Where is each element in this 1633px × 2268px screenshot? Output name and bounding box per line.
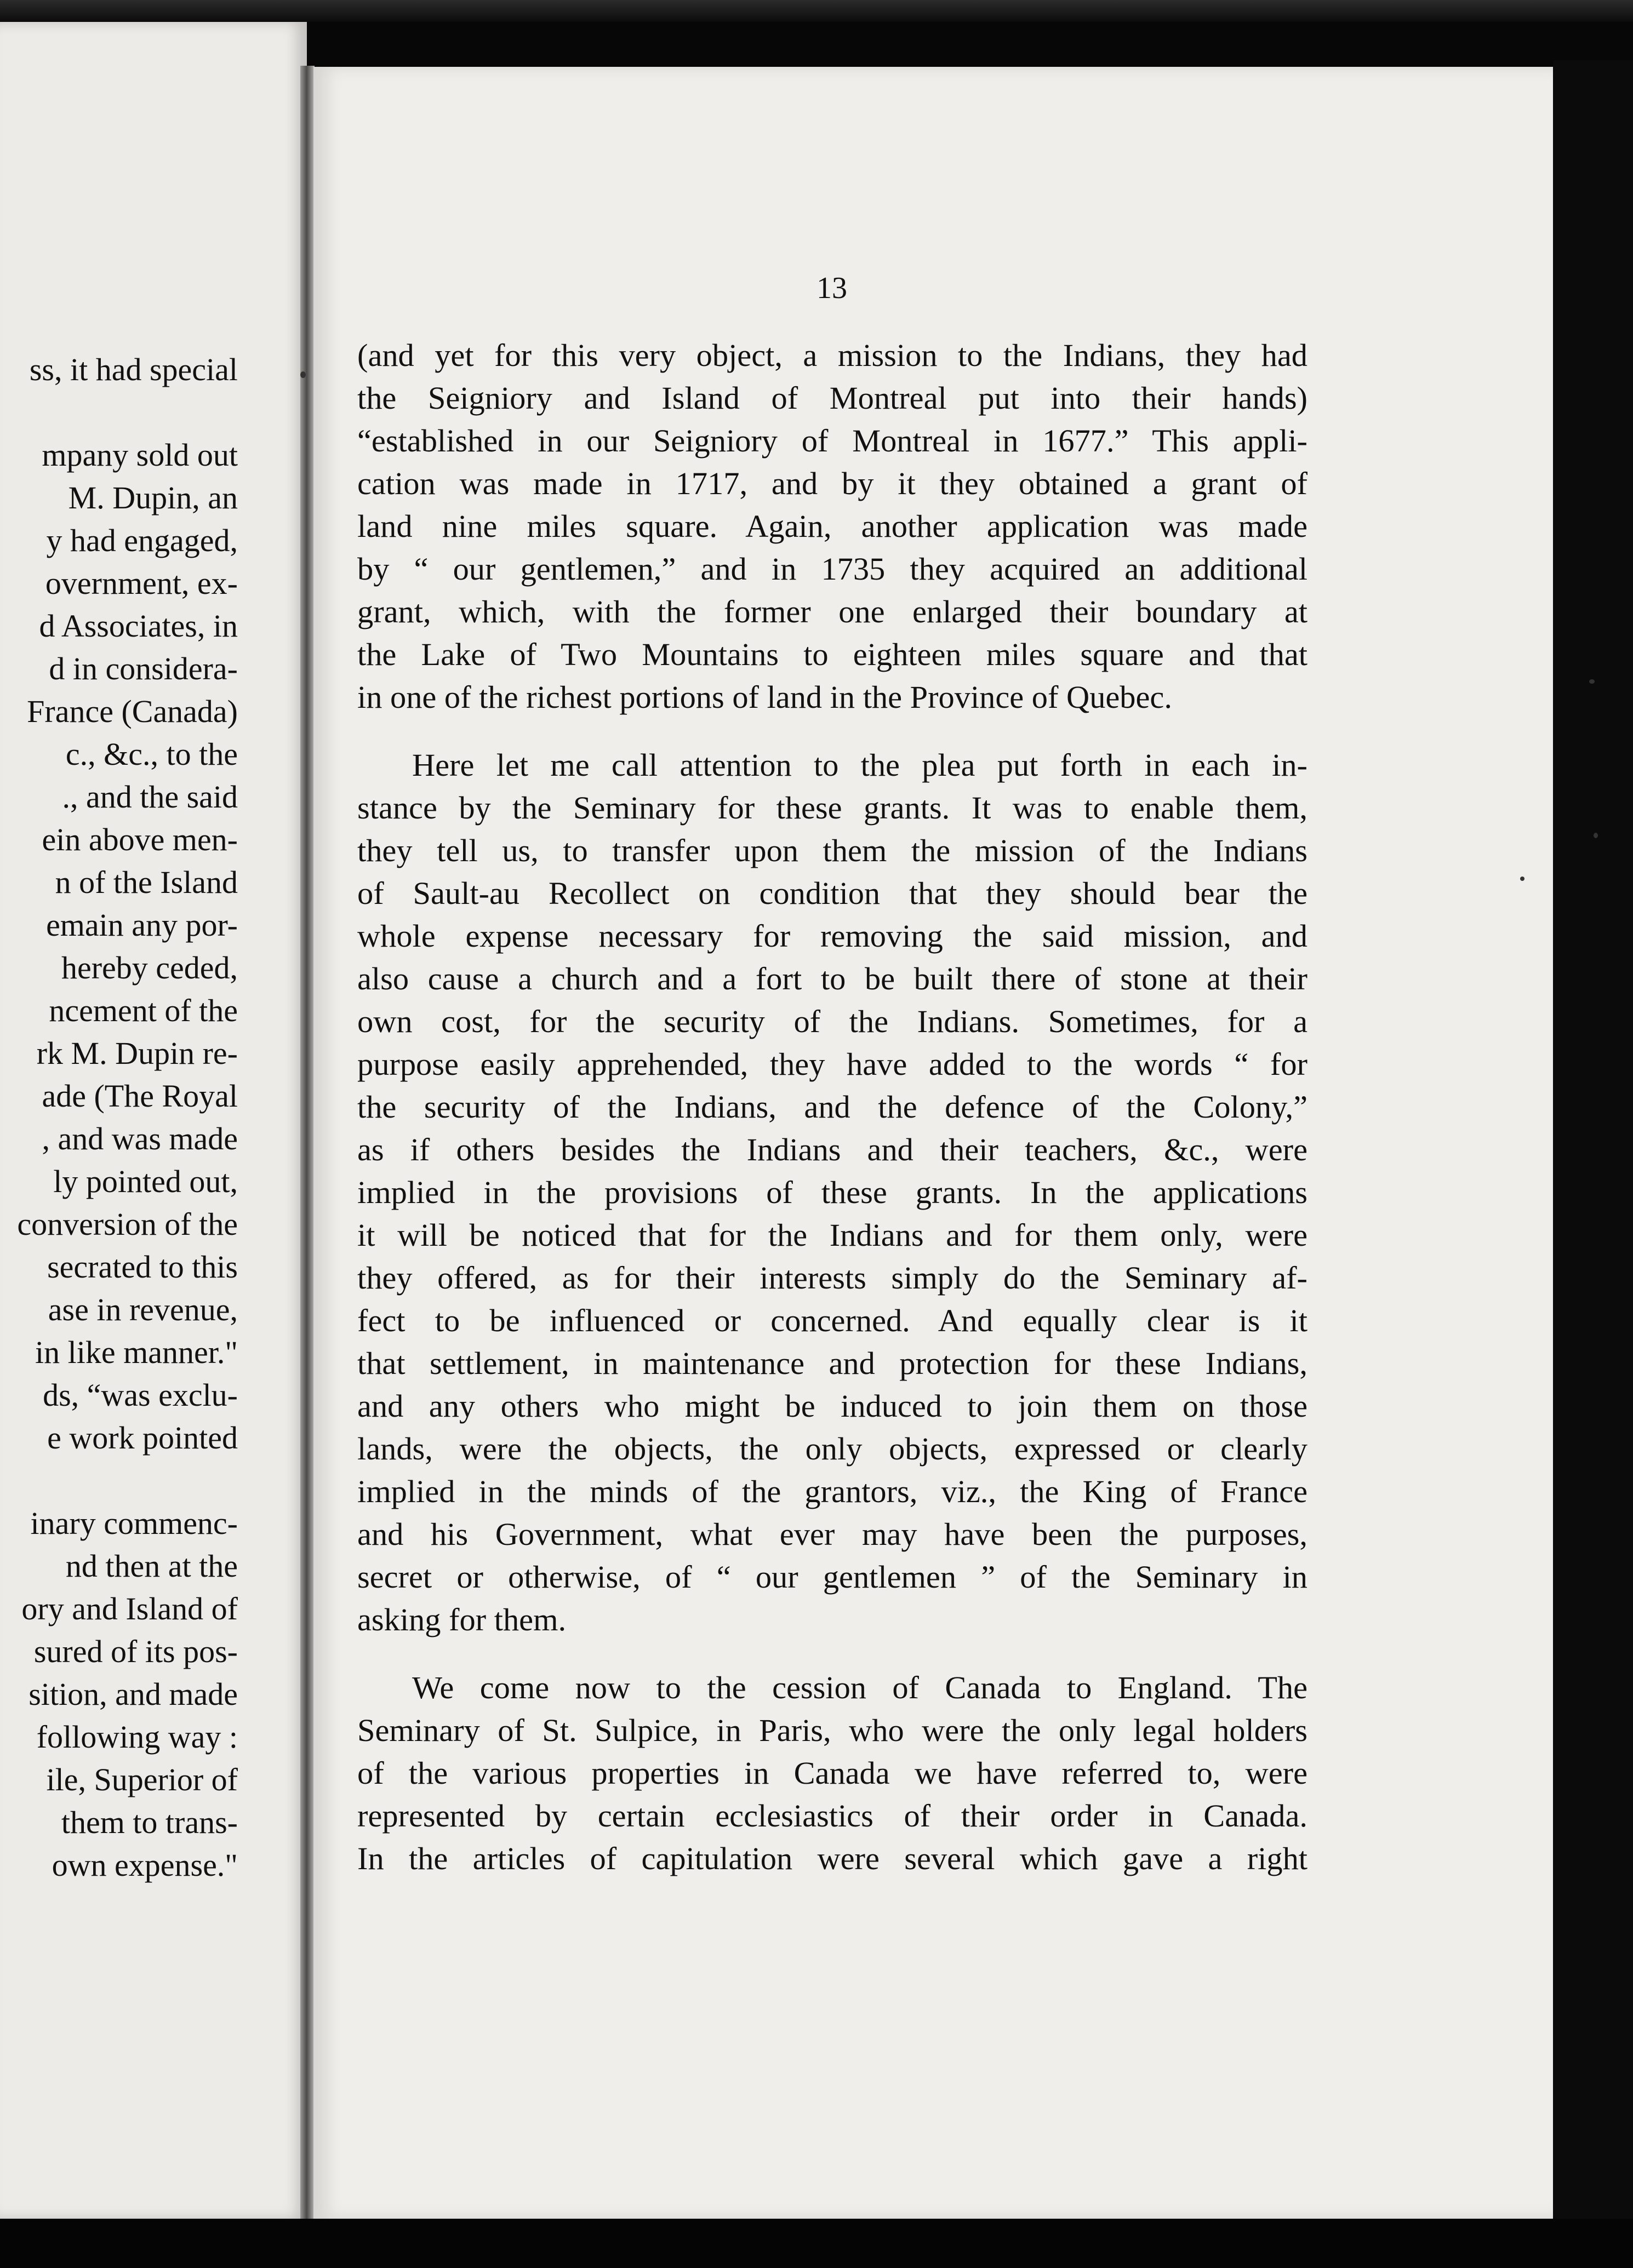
- text-line: purpose easily apprehended, they have added to the words “ for: [357, 1046, 1307, 1082]
- facing-page-line: sition, and made: [28, 1676, 238, 1712]
- facing-page-line: nd then at the: [65, 1548, 238, 1584]
- text-line: implied in the minds of the grantors, viz., the King of France: [357, 1474, 1307, 1509]
- facing-page-line: ncement of the: [49, 993, 238, 1028]
- text-line: the Seigniory and Island of Montreal put into their hands): [357, 380, 1307, 416]
- facing-page-line: following way :: [36, 1719, 238, 1755]
- text-line: secret or otherwise, of “ our gentlemen ” of the Seminary in: [357, 1559, 1307, 1595]
- facing-page-line: ly pointed out,: [53, 1164, 238, 1199]
- facing-page-line: sured of its pos-: [33, 1634, 238, 1669]
- text-line: We come now to the cession of Canada to England. The: [412, 1670, 1307, 1705]
- text-line: Here let me call attention to the plea put forth in each in-: [412, 747, 1307, 783]
- text-line: and any others who might be induced to join them on those: [357, 1388, 1307, 1424]
- scan-speck: [1520, 877, 1524, 881]
- text-line: also cause a church and a fort to be built there of stone at their: [357, 961, 1307, 996]
- text-line: land nine miles square. Again, another application was made: [357, 508, 1307, 544]
- text-line: “established in our Seigniory of Montreal in 1677.” This appli-: [357, 423, 1307, 459]
- text-line: they offered, as for their interests simply do the Seminary af-: [357, 1260, 1307, 1296]
- facing-page-line: e work pointed: [47, 1420, 238, 1456]
- facing-page-line: ., and the said: [62, 779, 238, 815]
- text-line: lands, were the objects, the only objects, expressed or clearly: [357, 1431, 1307, 1467]
- text-line: implied in the provisions of these grants. In the applications: [357, 1175, 1307, 1210]
- facing-page-line: ade (The Royal: [42, 1078, 238, 1114]
- text-line: it will be noticed that for the Indians and for them only, were: [357, 1217, 1307, 1253]
- facing-page-line: own expense.": [52, 1847, 238, 1883]
- paragraph-gap: [357, 719, 1307, 744]
- facing-page-line: , and was made: [42, 1121, 238, 1156]
- text-line: that settlement, in maintenance and protection for these Indians,: [357, 1345, 1307, 1381]
- text-line: of Sault-au Recollect on condition that they should bear the: [357, 875, 1307, 911]
- scan-bottom-border: [0, 2219, 1633, 2268]
- facing-page-left: [0, 22, 307, 2219]
- text-line: whole expense necessary for removing the said mission, and: [357, 918, 1307, 954]
- scan-right-border: [1553, 60, 1633, 2219]
- facing-page-line: ory and Island of: [21, 1591, 238, 1626]
- facing-page-line: ase in revenue,: [48, 1292, 238, 1327]
- scan-speck: [1594, 833, 1598, 838]
- page-body: [357, 334, 1307, 1880]
- text-line: grant, which, with the former one enlarged their boundary at: [357, 594, 1307, 629]
- text-line: stance by the Seminary for these grants. It was to enable them,: [357, 790, 1307, 826]
- facing-page-line: M. Dupin, an: [68, 480, 238, 516]
- facing-page-line: y had engaged,: [46, 523, 238, 558]
- text-line: represented by certain ecclesiastics of their order in Canada.: [357, 1798, 1307, 1834]
- facing-page-line: them to trans-: [61, 1805, 238, 1840]
- facing-page-line: mpany sold out: [42, 437, 238, 473]
- facing-page-line: inary commenc-: [30, 1505, 238, 1541]
- facing-page-line: in like manner.": [35, 1335, 238, 1370]
- scan-top-border: [0, 0, 1633, 22]
- facing-page-line: ss, it had special: [29, 352, 238, 387]
- text-line: in one of the richest portions of land in the Province of Quebec.: [357, 679, 1172, 715]
- text-line: own cost, for the security of the Indians. Sometimes, for a: [357, 1004, 1307, 1039]
- facing-page-line: conversion of the: [17, 1206, 238, 1242]
- page-number: 13: [816, 271, 847, 305]
- facing-page-line: ein above men-: [42, 822, 238, 857]
- scan-speck: [1589, 679, 1595, 684]
- text-line: and his Government, what ever may have been the purposes,: [357, 1516, 1307, 1552]
- book-gutter: [300, 66, 315, 2246]
- text-line: (and yet for this very object, a mission to the Indians, they had: [357, 337, 1307, 373]
- text-line: asking for them.: [357, 1602, 567, 1637]
- text-line: Seminary of St. Sulpice, in Paris, who were the only legal holders: [357, 1713, 1307, 1748]
- facing-page-line: overnment, ex-: [45, 565, 238, 601]
- text-line: by “ our gentlemen,” and in 1735 they acquired an additional: [357, 551, 1307, 587]
- facing-page-line: France (Canada): [27, 694, 238, 729]
- text-line: the Lake of Two Mountains to eighteen miles square and that: [357, 637, 1307, 672]
- facing-page-line: n of the Island: [55, 864, 238, 900]
- text-line: the security of the Indians, and the defence of the Colony,”: [357, 1089, 1307, 1125]
- text-line: as if others besides the Indians and their teachers, &c., were: [357, 1132, 1307, 1167]
- facing-page-line: emain any por-: [46, 907, 238, 943]
- paragraph-gap: [357, 1641, 1307, 1666]
- text-line: cation was made in 1717, and by it they obtained a grant of: [357, 466, 1307, 501]
- facing-page-line: rk M. Dupin re-: [36, 1035, 238, 1071]
- facing-page-line: d in considera-: [49, 651, 238, 686]
- facing-page-line: c., &c., to the: [65, 736, 238, 772]
- text-line: of the various properties in Canada we have referred to, were: [357, 1755, 1307, 1791]
- scan-speck: [300, 371, 306, 378]
- facing-page-line: d Associates, in: [39, 608, 238, 644]
- facing-page-line: ds, “was exclu-: [43, 1377, 238, 1413]
- facing-page-line: secrated to this: [47, 1249, 238, 1285]
- text-line: fect to be influenced or concerned. And equally clear is it: [357, 1303, 1307, 1338]
- facing-page-text: [0, 22, 307, 2219]
- text-line: they tell us, to transfer upon them the mission of the Indians: [357, 833, 1307, 868]
- facing-page-line: hereby ceded,: [61, 950, 238, 986]
- facing-page-line: ile, Superior of: [46, 1762, 238, 1797]
- text-line: In the articles of capitulation were several which gave a right: [357, 1841, 1307, 1876]
